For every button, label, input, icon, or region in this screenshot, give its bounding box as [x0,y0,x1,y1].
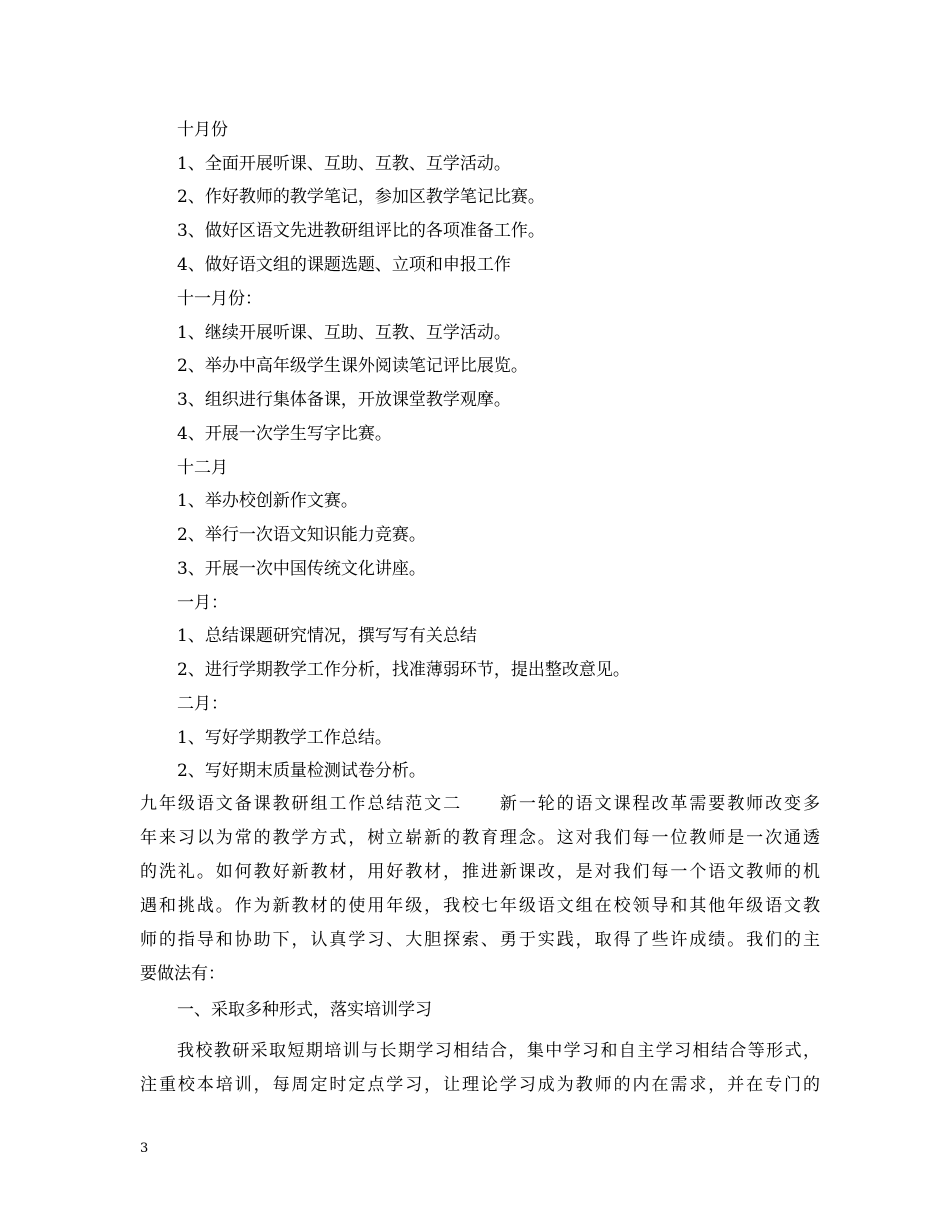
plan-item: 4、做好语文组的课题选题、立项和申报工作 [177,255,511,275]
plan-month-heading: 一月： [177,593,228,613]
training-paragraph-line: 注重校本培训，每周定时定点学习，让理论学习成为教师的内在需求，并在专门的 [140,1075,820,1095]
plan-item: 2、举行一次语文知识能力竞赛。 [177,525,426,545]
summary-paragraph-line: 师的指导和协助下，认真学习、大胆探索、勇于实践，取得了些许成绩。我们的主 [140,930,820,950]
plan-item: 1、总结课题研究情况，撰写写有关总结 [177,626,477,646]
plan-month-heading: 十二月 [177,458,228,478]
plan-month-heading: 十一月份： [177,289,262,309]
plan-item: 1、写好学期教学工作总结。 [177,728,392,748]
plan-item: 1、全面开展听课、互助、互教、互学活动。 [177,154,511,174]
plan-item: 2、进行学期教学工作分析，找准薄弱环节，提出整改意见。 [177,660,630,680]
plan-item: 2、作好教师的教学笔记，参加区教学笔记比赛。 [177,187,545,207]
plan-item: 2、举办中高年级学生课外阅读笔记评比展览。 [177,356,528,376]
plan-item: 2、写好期末质量检测试卷分析。 [177,761,426,781]
plan-item: 3、开展一次中国传统文化讲座。 [177,559,426,579]
plan-item: 1、举办校创新作文赛。 [177,491,358,511]
summary-paragraph-line: 年来习以为常的教学方式，树立崭新的教育理念。这对我们每一位教师是一次通透 [140,828,820,848]
plan-item: 3、组织进行集体备课，开放课堂教学观摩。 [177,390,511,410]
summary-paragraph-line: 要做法有： [140,964,225,984]
plan-item: 1、继续开展听课、互助、互教、互学活动。 [177,323,511,343]
plan-item: 4、开展一次学生写字比赛。 [177,424,392,444]
training-paragraph-line: 我校教研采取短期培训与长期学习相结合，集中学习和自主学习相结合等形式， [177,1041,820,1061]
summary-paragraph-line: 的洗礼。如何教好新教材，用好教材，推进新课改，是对我们每一个语文教师的机 [140,862,820,882]
plan-month-heading: 十月份 [177,120,228,140]
section-heading: 一、采取多种形式，落实培训学习 [177,1000,432,1020]
summary-paragraph-line: 九年级语文备课教研组工作总结范文二 新一轮的语文课程改革需要教师改变多 [140,794,820,814]
plan-item: 3、做好区语文先进教研组评比的各项准备工作。 [177,221,545,241]
page-number: 3 [140,1141,149,1156]
summary-paragraph-line: 遇和挑战。作为新教材的使用年级，我校七年级语文组在校领导和其他年级语文教 [140,896,820,916]
plan-month-heading: 二月： [177,694,228,714]
